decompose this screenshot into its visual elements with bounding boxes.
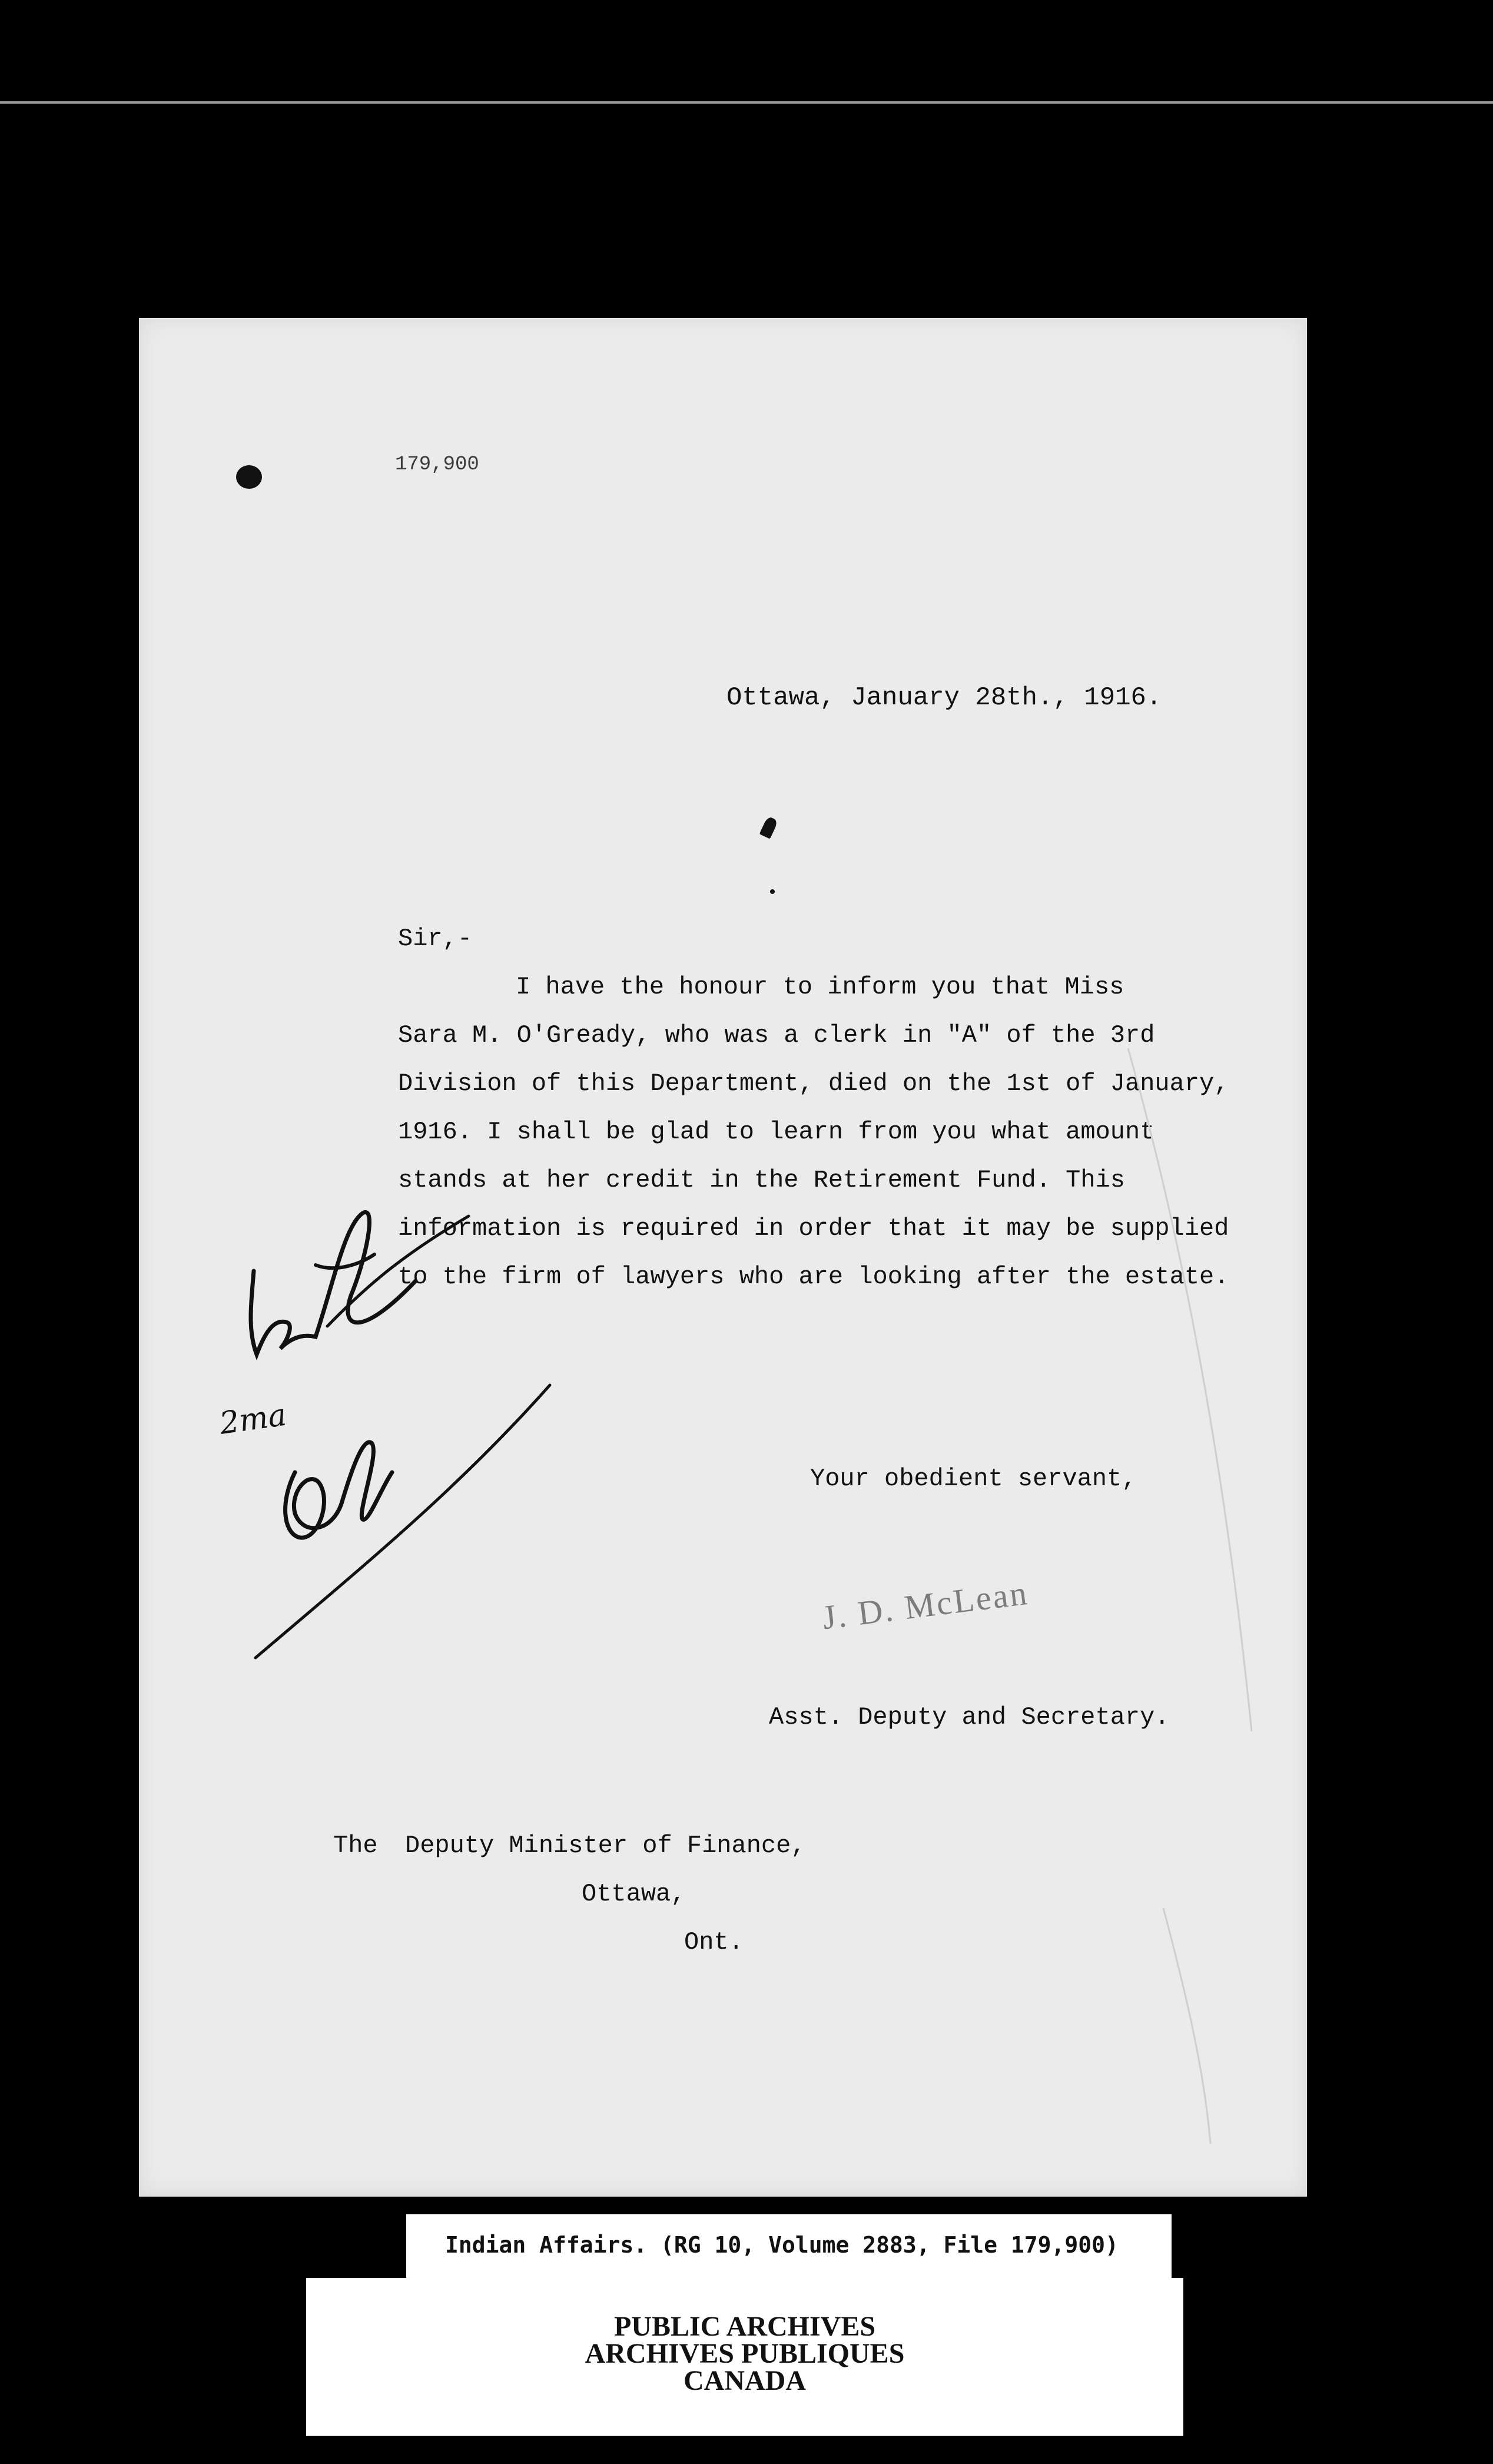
ink-dot xyxy=(770,889,775,894)
file-number: 179,900 xyxy=(395,453,479,476)
recipient-city: Ottawa, xyxy=(582,1880,686,1908)
body-line: stands at her credit in the Retirement Fund. This xyxy=(398,1166,1126,1194)
label-mask xyxy=(1172,2214,1183,2278)
salutation: Sir,- xyxy=(398,925,473,953)
signature-stamp: J. D. McLean xyxy=(820,1573,1031,1637)
closing: Your obedient servant, xyxy=(810,1465,1137,1493)
signatory-title: Asst. Deputy and Secretary. xyxy=(769,1703,1170,1731)
body-line: Sara M. O'Gready, who was a clerk in "A" of the 3rd xyxy=(398,1021,1155,1049)
body-line: Division of this Department, died on the 1st of January, xyxy=(398,1069,1229,1098)
archive-country: CANADA xyxy=(684,2365,806,2396)
archive-label xyxy=(306,2214,1183,2436)
body-line: information is required in order that it may be supplied xyxy=(398,1214,1229,1243)
body-line: I have the honour to inform you that Miss xyxy=(516,973,1124,1001)
recipient-province: Ont. xyxy=(684,1928,744,1956)
body-line: 1916. I shall be glad to learn from you what amount xyxy=(398,1118,1155,1146)
archive-citation: Indian Affairs. (RG 10, Volume 2883, File 179,900) xyxy=(445,2232,1119,2258)
label-mask xyxy=(306,2214,406,2278)
dateline: Ottawa, January 28th., 1916. xyxy=(726,683,1162,713)
ink-blot xyxy=(236,465,262,489)
letter-page xyxy=(139,318,1307,2197)
body-line: to the firm of lawyers who are looking after the estate. xyxy=(398,1263,1229,1291)
ink-mark xyxy=(759,816,778,839)
archive-name-english: PUBLIC ARCHIVES xyxy=(613,2311,876,2342)
handwritten-note: 2ma xyxy=(217,1397,289,1442)
archive-name-french: ARCHIVES PUBLIQUES xyxy=(585,2338,905,2369)
recipient-prefix: The xyxy=(333,1832,378,1860)
scan-edge-line xyxy=(0,101,1493,104)
handwritten-annotations xyxy=(139,318,1307,2197)
recipient-name: Deputy Minister of Finance, xyxy=(405,1832,806,1860)
